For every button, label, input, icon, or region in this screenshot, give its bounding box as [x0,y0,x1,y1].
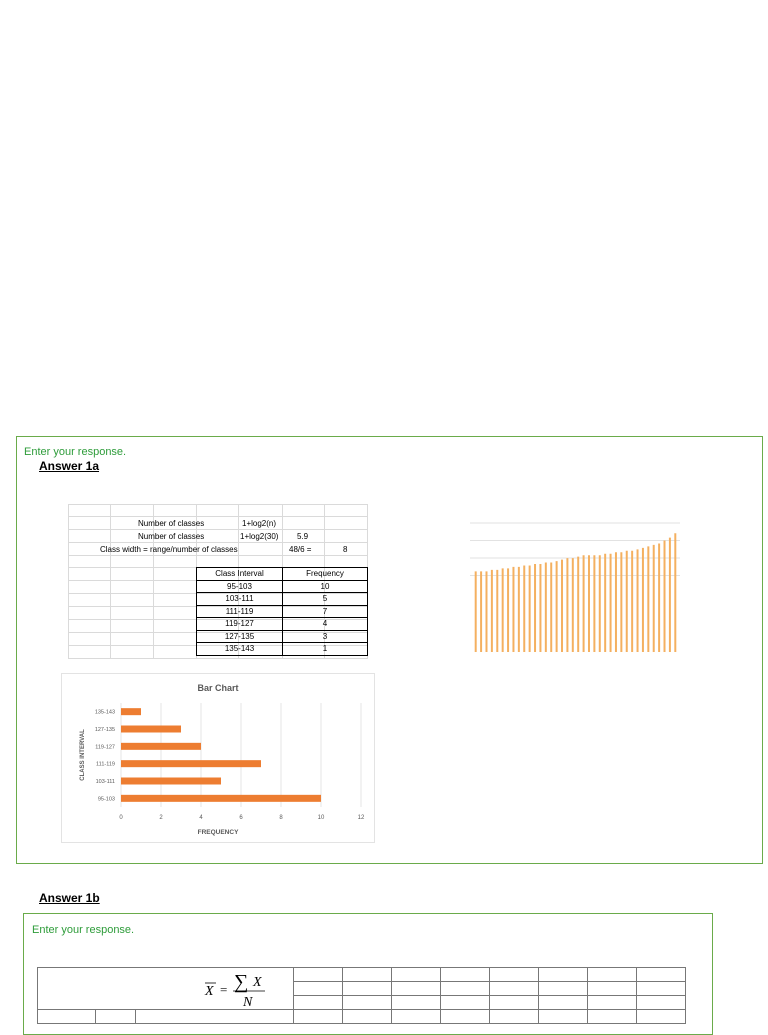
answer-1a-heading: Answer 1a [39,459,100,473]
table-cell [637,996,686,1010]
formula-table [37,967,686,1024]
x-axis-label: FREQUENCY [197,829,239,836]
table-cell [343,996,392,1010]
table-cell [38,1010,96,1024]
sheet-row1-label: Number of classes [138,519,205,528]
mean-formula [203,966,303,1010]
interval-cell: 111-119 [197,605,283,618]
table-cell [539,968,588,982]
frequency-cell: 3 [283,630,368,643]
frequency-cell: 5 [283,593,368,606]
table-cell [343,982,392,996]
y-tick-label: 111-119 [96,761,115,768]
table-header-interval: Class Interval [197,568,283,581]
sheet-row2-value: 5.9 [297,532,309,541]
table-cell [588,982,637,996]
table-row [197,630,368,643]
y-axis-label: CLASS INTERVAL [80,729,86,781]
response-prompt-1a: Enter your response. [24,446,127,458]
svg-text:=: = [220,982,228,997]
table-cell [392,996,441,1010]
sheet-row1-formula: 1+log2(n) [242,519,277,528]
x-tick-label: 6 [239,815,243,821]
y-tick-label: 103-111 [95,779,115,785]
y-tick-label: 135-143 [94,709,115,716]
sheet-row3-extra: 8 [343,545,348,554]
bar [121,760,261,767]
table-cell [441,996,490,1010]
table-cell [490,996,539,1010]
y-tick-label: 127-135 [94,727,115,733]
interval-cell: 119-127 [197,618,283,631]
x-tick-label: 0 [119,815,123,821]
table-cell [588,968,637,982]
table-cell [294,1010,343,1024]
response-prompt-1b: Enter your response. [32,924,135,936]
table-row [197,605,368,618]
table-cell [392,982,441,996]
svg-text:N: N [243,995,253,1010]
x-tick-label: 2 [159,815,163,821]
x-tick-label: 10 [317,815,325,821]
table-row [197,618,368,631]
bar [121,743,201,750]
bar [121,726,181,733]
frequency-cell: 7 [283,605,368,618]
table-cell [539,1010,588,1024]
x-tick-label: 12 [357,815,365,821]
table-cell [441,968,490,982]
interval-cell: 127-135 [197,630,283,643]
interval-cell: 95-103 [197,580,283,593]
bar-chart-svg [62,674,374,842]
table-header-frequency: Frequency [283,568,368,581]
y-tick-label: 119-127 [95,744,115,751]
table-cell [135,1010,293,1024]
table-cell [392,1010,441,1024]
bar [121,795,321,802]
svg-text:∑: ∑ [234,971,249,993]
answer-1b-heading: Answer 1b [39,891,100,905]
y-tick-label: 95-103 [97,796,115,803]
table-cell [490,982,539,996]
table-cell [96,1010,135,1024]
table-cell [588,1010,637,1024]
table-row [197,643,368,656]
table-cell [637,1010,686,1024]
x-tick-label: 4 [199,815,203,821]
table-cell [539,996,588,1010]
table-cell [343,968,392,982]
frequency-cell: 4 [283,618,368,631]
table-row [197,593,368,606]
svg-text:X: X [253,975,262,990]
interval-cell: 103-111 [197,593,283,606]
interval-cell: 135-143 [197,643,283,656]
svg-text:X: X [205,984,214,999]
table-row [197,580,368,593]
bar [121,778,221,785]
frequency-table [196,567,368,656]
frequency-cell: 10 [283,580,368,593]
sheet-row2-label: Number of classes [138,532,205,541]
cumulative-chart-svg [470,520,685,652]
table-cell [392,968,441,982]
x-tick-label: 8 [279,815,283,821]
table-cell [343,1010,392,1024]
frequency-cell: 1 [283,643,368,656]
sheet-row2-formula: 1+log2(30) [240,532,279,541]
table-cell [588,996,637,1010]
cumulative-chart [470,520,685,652]
sheet-row3-label: Class width = range/number of classes [100,545,238,554]
chart-title: Bar Chart [197,683,239,693]
table-cell [539,982,588,996]
table-cell [490,968,539,982]
bar-chart [61,673,375,843]
table-cell [637,982,686,996]
table-cell [490,1010,539,1024]
table-cell [441,982,490,996]
spreadsheet [68,504,368,659]
mean-formula-cell [38,968,294,1010]
table-cell [441,1010,490,1024]
bar [121,708,141,715]
table-cell [637,968,686,982]
sheet-row3-formula: 48/6 = [289,545,312,554]
